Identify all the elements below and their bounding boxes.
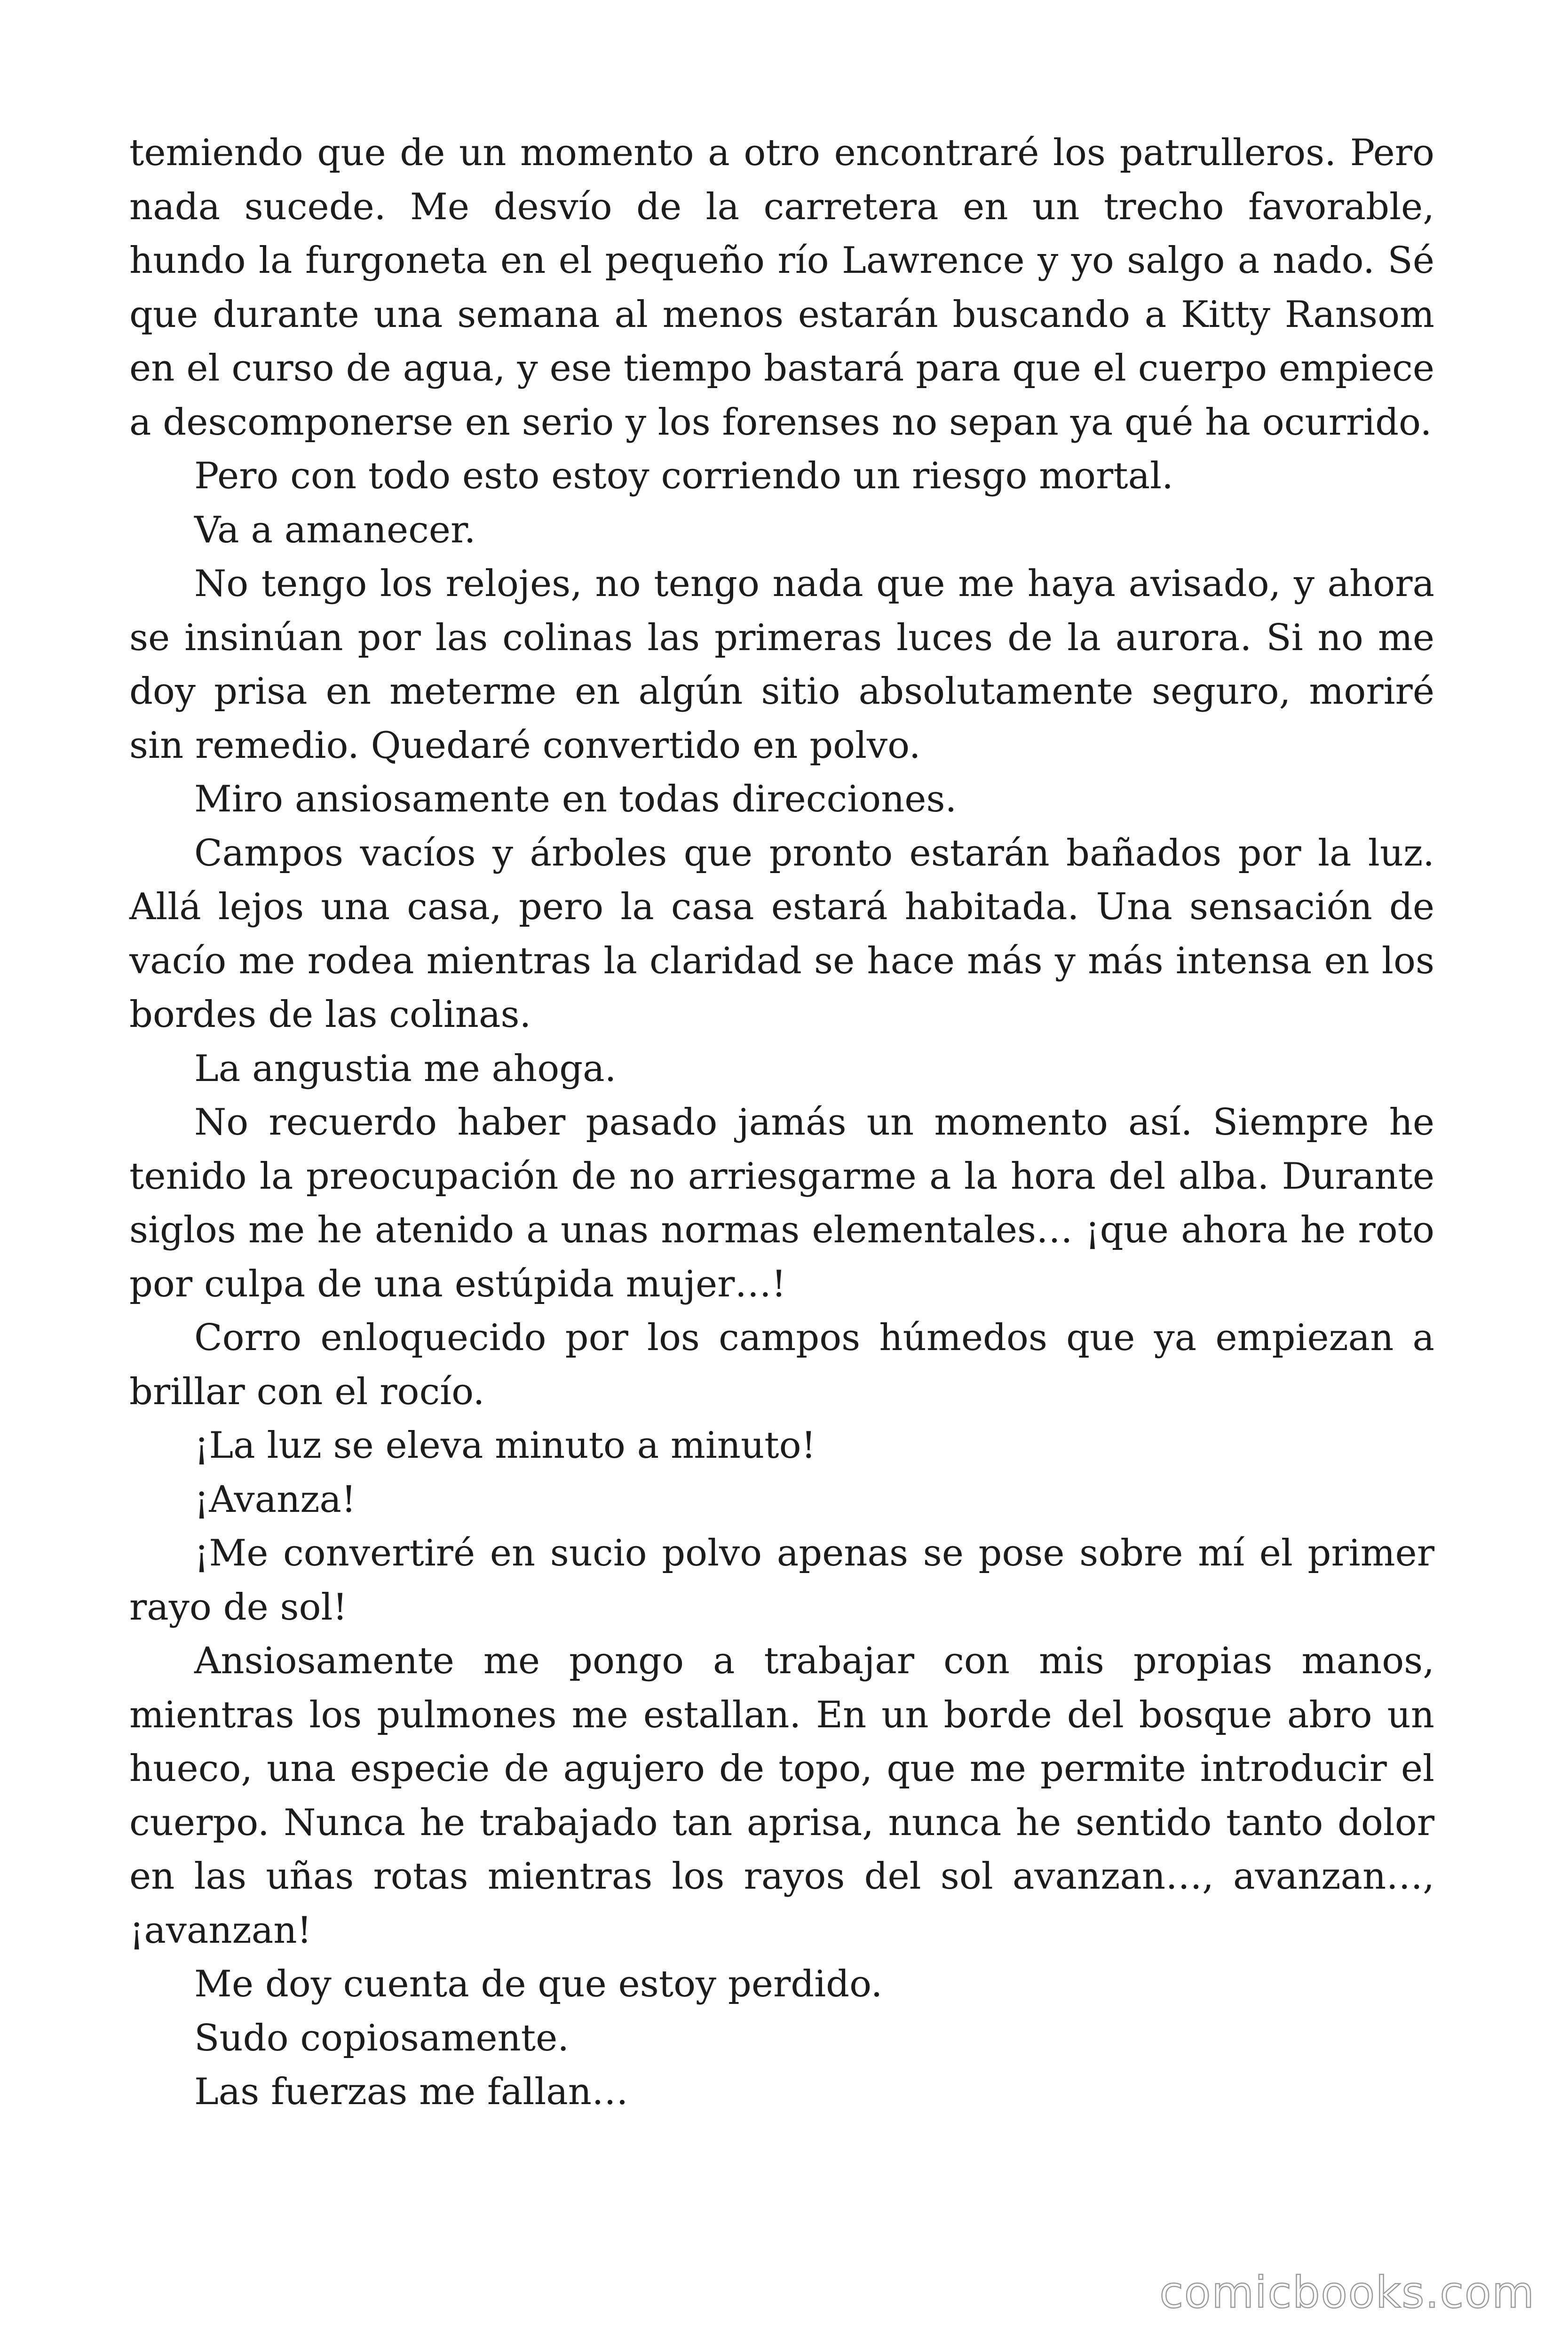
paragraph: Las fuerzas me fallan… (194, 2071, 629, 2113)
paragraph: temiendo que de un momento a otro encontraré los patrulleros. Pero nada sucede. Me desvío de la carretera en un trecho favorable, hundo la furgoneta en el pequeño río Lawrence y yo salgo a nado. Sé que durante una semana al menos estarán buscando a Kitty Ransom en el curso de agua, y ese tiempo bastará para que el cuerpo empiece a descomponerse en serio y los forenses no sepan ya qué ha ocurrido. (129, 132, 1434, 444)
paragraph: Sudo copiosamente. (194, 2017, 570, 2059)
paragraph: ¡La luz se eleva minuto a minuto! (194, 1424, 816, 1467)
paragraph: Me doy cuenta de que estoy perdido. (194, 1963, 883, 2005)
paragraph: Campos vacíos y árboles que pronto estarán bañados por la luz. Allá lejos una casa, pero la casa estará habitada. Una sensación de vacío me rodea mientras la claridad se hace más y más intensa en los bordes de las colinas. (129, 832, 1434, 1036)
watermark: comicbooks.com (1159, 2267, 1535, 2318)
paragraph: Corro enloquecido por los campos húmedos que ya empiezan a brillar con el rocío. (129, 1317, 1434, 1413)
paragraph: Pero con todo esto estoy corriendo un riesgo mortal. (194, 455, 1173, 497)
paragraph: No recuerdo haber pasado jamás un momento así. Siempre he tenido la preocupación de no arriesgarme a la hora del alba. Durante siglos me he atenido a unas normas elementales… ¡que ahora he roto por culpa de una estúpida mujer…! (129, 1101, 1434, 1305)
paragraph: ¡Avanza! (194, 1478, 356, 1521)
paragraph: No tengo los relojes, no tengo nada que me haya avisado, y ahora se insinúan por las colinas las primeras luces de la aurora. Si no me doy prisa en meterme en algún sitio absolutamente seguro, moriré sin remedio. Quedaré convertido en polvo. (129, 563, 1434, 767)
paragraph: Miro ansiosamente en todas direcciones. (194, 778, 957, 820)
paragraph: Va a amanecer. (194, 509, 476, 551)
paragraph: Ansiosamente me pongo a trabajar con mis propias manos, mientras los pulmones me estallan. En un borde del bosque abro un hueco, una especie de agujero de topo, que me permite introducir el cuerpo. Nunca he trabajado tan aprisa, nunca he sentido tanto dolor en las uñas rotas mientras los rayos del sol avanzan…, avanzan…, ¡avanzan! (129, 1640, 1434, 1952)
body-text (129, 126, 1434, 2119)
paragraph: ¡Me convertiré en sucio polvo apenas se pose sobre mí el primer rayo de sol! (129, 1532, 1434, 1629)
paragraph: La angustia me ahoga. (194, 1047, 617, 1090)
